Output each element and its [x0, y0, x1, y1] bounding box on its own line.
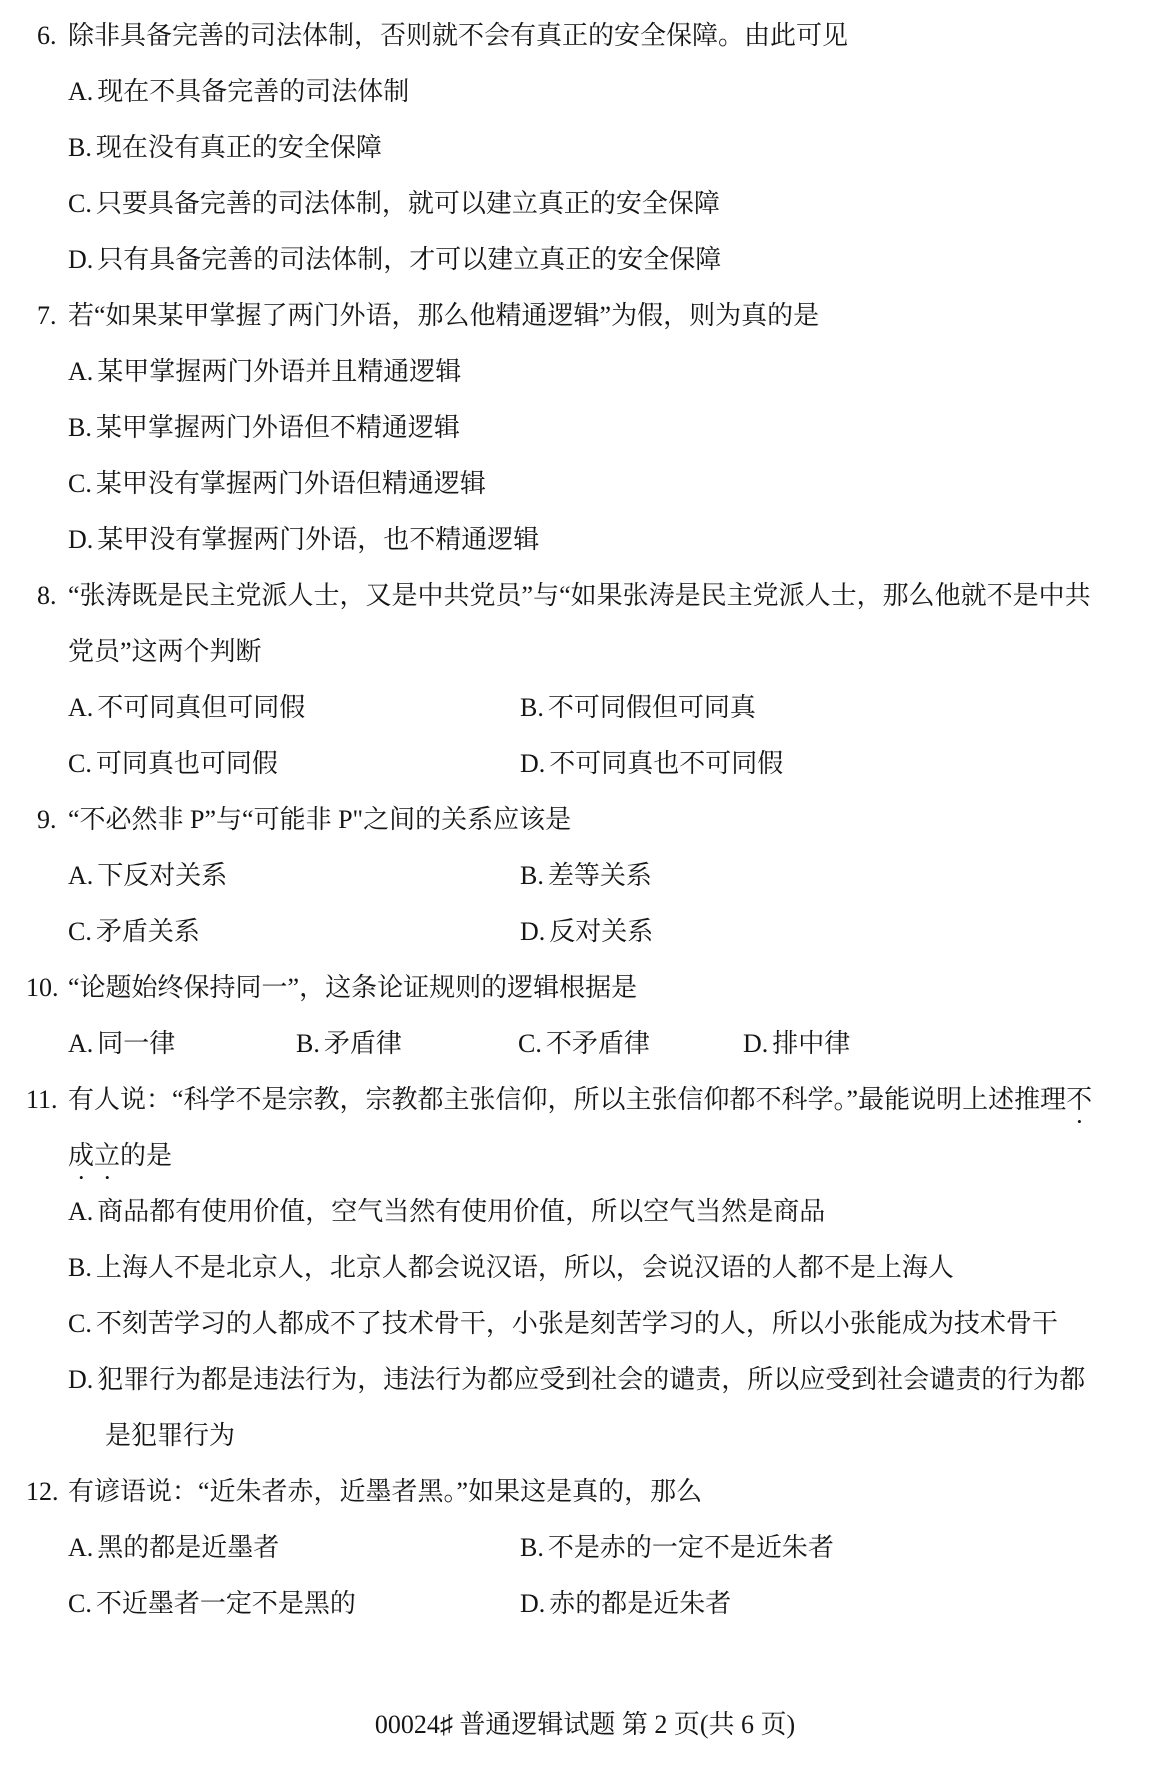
question-8-stem-line1 — [0, 568, 1170, 624]
option-label: B. — [520, 693, 544, 722]
question-12-option-d — [520, 1589, 731, 1618]
option-label: D. — [743, 1029, 769, 1058]
question-6-stem-text: 除非具备完善的司法体制，否则就不会有真正的安全保障。由此可见 — [68, 21, 849, 50]
question-11-stem-line2 — [0, 1128, 1170, 1184]
question-11-option-b — [0, 1240, 1170, 1296]
question-6-option-b — [0, 120, 1170, 176]
question-9 — [0, 792, 1170, 960]
option-label: A. — [68, 1197, 94, 1226]
option-label: B. — [520, 1533, 544, 1562]
option-label: C. — [68, 749, 92, 778]
question-10-number: 10. — [26, 973, 59, 1002]
option-label: C. — [68, 1309, 92, 1338]
question-11-stem-line1 — [0, 1072, 1170, 1128]
option-text: 不是赤的一定不是近朱者 — [547, 1533, 834, 1562]
question-7-option-d — [0, 512, 1170, 568]
question-7-stem — [0, 288, 1170, 344]
question-11 — [0, 1072, 1170, 1464]
question-12-option-c — [68, 1576, 520, 1632]
question-7-option-a — [0, 344, 1170, 400]
question-9-option-b — [520, 861, 652, 890]
option-text: 现在不具备完善的司法体制 — [97, 77, 410, 106]
option-label: A. — [68, 693, 94, 722]
question-9-option-c — [68, 904, 520, 960]
option-text: 不矛盾律 — [545, 1029, 650, 1058]
question-9-option-d — [520, 917, 653, 946]
question-11-option-c — [0, 1296, 1170, 1352]
option-text: 现在没有真正的安全保障 — [95, 133, 382, 162]
option-label: A. — [68, 77, 94, 106]
option-label: D. — [68, 245, 94, 274]
option-text: 下反对关系 — [97, 861, 228, 890]
question-6-option-a — [0, 64, 1170, 120]
question-9-number: 9. — [37, 805, 57, 834]
option-text: 差等关系 — [547, 861, 652, 890]
question-7 — [0, 288, 1170, 568]
question-6-number: 6. — [37, 21, 57, 50]
option-text: 可同真也可同假 — [95, 749, 278, 778]
option-text: 反对关系 — [549, 917, 654, 946]
option-text: 某甲掌握两门外语但不精通逻辑 — [95, 413, 460, 442]
question-12 — [0, 1464, 1170, 1632]
option-text-continued: 是犯罪行为 — [105, 1421, 236, 1450]
question-12-stem — [0, 1464, 1170, 1520]
question-12-options-row1 — [0, 1520, 1170, 1576]
question-12-options-row2 — [0, 1576, 1170, 1632]
option-label: C. — [68, 469, 92, 498]
option-text: 矛盾关系 — [95, 917, 200, 946]
option-text: 黑的都是近墨者 — [97, 1533, 280, 1562]
question-8-option-d — [520, 749, 783, 778]
question-11-option-a — [0, 1184, 1170, 1240]
page-footer-text: 00024♯ 普通逻辑试题 第 2 页(共 6 页) — [374, 1710, 796, 1739]
question-7-number: 7. — [37, 301, 57, 330]
question-6-stem — [0, 8, 1170, 64]
option-text: 不可同真但可同假 — [97, 693, 306, 722]
option-label: D. — [68, 525, 94, 554]
question-8-stem-line2 — [0, 624, 1170, 680]
option-text: 某甲掌握两门外语并且精通逻辑 — [97, 357, 462, 386]
option-label: A. — [68, 357, 94, 386]
question-9-options-row2 — [0, 904, 1170, 960]
question-6-option-d — [0, 232, 1170, 288]
option-text: 某甲没有掌握两门外语但精通逻辑 — [95, 469, 486, 498]
option-label: D. — [520, 1589, 546, 1618]
option-label: D. — [68, 1365, 94, 1394]
question-9-stem-text: “不必然非 P”与“可能非 P"之间的关系应该是 — [68, 805, 572, 834]
question-8 — [0, 568, 1170, 792]
question-10-option-a — [68, 1016, 296, 1072]
question-8-option-a — [68, 680, 520, 736]
question-7-stem-text: 若“如果某甲掌握了两门外语，那么他精通逻辑”为假，则为真的是 — [68, 301, 820, 330]
question-10-stem-text: “论题始终保持同一”，这条论证规则的逻辑根据是 — [68, 973, 638, 1002]
option-text: 不近墨者一定不是黑的 — [95, 1589, 356, 1618]
question-6 — [0, 8, 1170, 288]
question-9-stem — [0, 792, 1170, 848]
option-label: C. — [518, 1029, 542, 1058]
option-text: 犯罪行为都是违法行为，违法行为都应受到社会的谴责，所以应受到社会谴责的行为都 — [97, 1365, 1086, 1394]
option-label: A. — [68, 1029, 94, 1058]
question-8-options-row2 — [0, 736, 1170, 792]
option-text: 矛盾律 — [323, 1029, 402, 1058]
question-9-option-a — [68, 848, 520, 904]
option-text: 赤的都是近朱者 — [549, 1589, 732, 1618]
option-label: C. — [68, 1589, 92, 1618]
option-label: B. — [296, 1029, 320, 1058]
option-label: B. — [68, 133, 92, 162]
option-text: 商品都有使用价值，空气当然有使用价值，所以空气当然是商品 — [97, 1197, 826, 1226]
question-11-stem-text-continued: 的是 — [120, 1141, 173, 1170]
option-text: 不可同假但可同真 — [547, 693, 756, 722]
option-label: C. — [68, 189, 92, 218]
question-7-option-c — [0, 456, 1170, 512]
option-text: 某甲没有掌握两门外语，也不精通逻辑 — [97, 525, 540, 554]
option-label: B. — [520, 861, 544, 890]
question-10-option-b — [296, 1016, 518, 1072]
option-label: D. — [520, 917, 546, 946]
option-label: B. — [68, 413, 92, 442]
page-footer — [0, 1708, 1170, 1742]
option-text: 不刻苦学习的人都成不了技术骨干，小张是刻苦学习的人，所以小张能成为技术骨干 — [95, 1309, 1058, 1338]
option-text: 只有具备完善的司法体制，才可以建立真正的安全保障 — [97, 245, 722, 274]
question-11-option-d-line2 — [0, 1408, 1170, 1464]
option-text: 只要具备完善的司法体制，就可以建立真正的安全保障 — [95, 189, 720, 218]
question-12-stem-text: 有谚语说：“近朱者赤，近墨者黑。”如果这是真的，那么 — [68, 1477, 703, 1506]
question-10-options-row — [0, 1016, 1170, 1072]
question-10 — [0, 960, 1170, 1072]
question-10-option-c — [518, 1016, 743, 1072]
option-text: 同一律 — [97, 1029, 176, 1058]
option-text: 不可同真也不可同假 — [549, 749, 784, 778]
option-label: B. — [68, 1253, 92, 1282]
question-12-option-b — [520, 1533, 834, 1562]
question-9-options-row1 — [0, 848, 1170, 904]
question-11-number: 11. — [26, 1085, 58, 1114]
question-8-options-row1 — [0, 680, 1170, 736]
question-8-number: 8. — [37, 581, 57, 610]
question-11-stem-emphasized-text: 成立 — [68, 1141, 121, 1170]
option-label: A. — [68, 1533, 94, 1562]
question-10-stem — [0, 960, 1170, 1016]
option-text: 上海人不是北京人，北京人都会说汉语，所以，会说汉语的人都不是上海人 — [95, 1253, 954, 1282]
option-text: 排中律 — [772, 1029, 851, 1058]
question-7-option-b — [0, 400, 1170, 456]
question-12-number: 12. — [26, 1477, 59, 1506]
question-10-option-d — [743, 1016, 850, 1072]
question-12-option-a — [68, 1520, 520, 1576]
question-8-option-b — [520, 693, 756, 722]
question-11-stem-emphasized-text: 不 — [1066, 1085, 1093, 1114]
question-8-stem-text: “张涛既是民主党派人士，又是中共党员”与“如果张涛是民主党派人士，那么他就不是中共 — [68, 581, 1091, 610]
option-label: C. — [68, 917, 92, 946]
option-label: D. — [520, 749, 546, 778]
question-6-option-c — [0, 176, 1170, 232]
question-11-option-d-line1 — [0, 1352, 1170, 1408]
option-label: A. — [68, 861, 94, 890]
question-11-stem-text: 有人说：“科学不是宗教，宗教都主张信仰，所以主张信仰都不科学。”最能说明上述推理 — [68, 1085, 1067, 1114]
question-8-option-c — [68, 736, 520, 792]
question-8-stem-text-continued: 党员”这两个判断 — [68, 637, 262, 666]
